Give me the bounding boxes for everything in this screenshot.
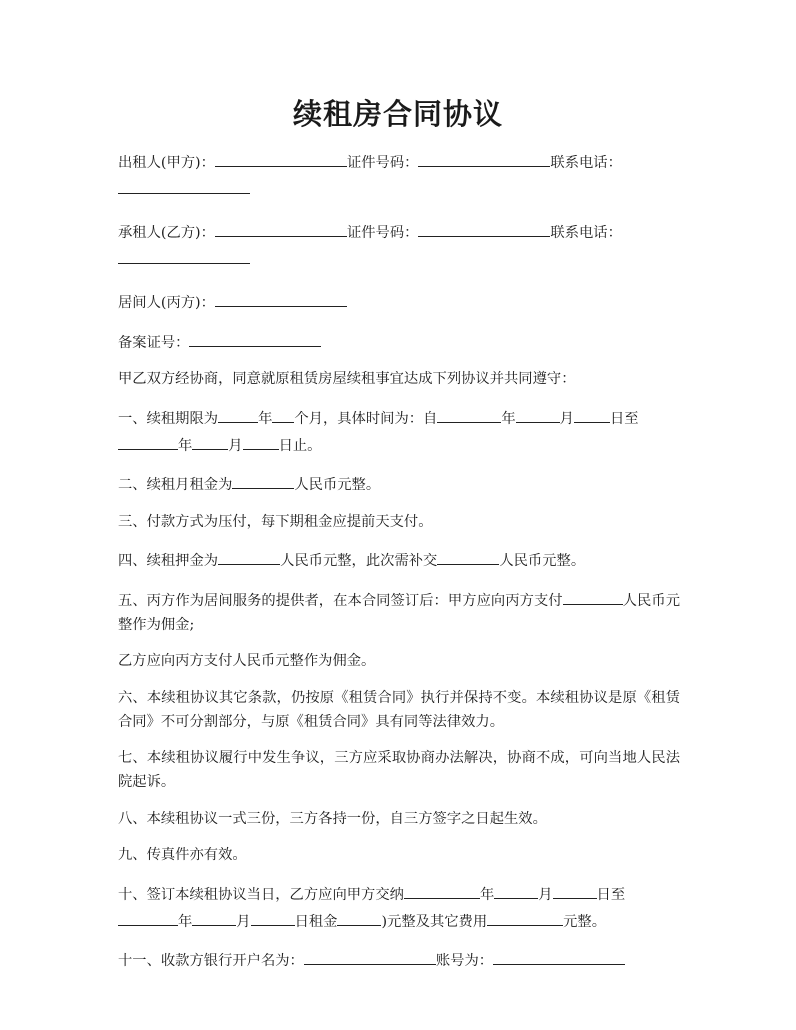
clause-10-text: )元整及其它费用 xyxy=(381,913,488,930)
lessor-name-blank[interactable] xyxy=(215,148,347,167)
clause-1-text: 一、续租期限为 xyxy=(118,410,219,427)
clause-7: 七、本续租协议履行中发生争议，三方应采取协商办法解决，协商不成，可向当地人民法院起诉。 xyxy=(118,750,680,790)
clause-2 xyxy=(118,470,680,497)
clause-1 xyxy=(118,404,680,458)
account-number-blank[interactable] xyxy=(493,946,625,965)
clause-1-text: 年 xyxy=(178,437,193,454)
clause-5-text: 五、丙方作为居间服务的提供者，在本合同签订后：甲方应向丙方支付 xyxy=(118,592,563,609)
commission-blank[interactable] xyxy=(563,586,623,605)
clause-1-text: 月 xyxy=(559,410,574,427)
pay-year-blank[interactable] xyxy=(404,880,480,899)
lessee-phone-blank[interactable] xyxy=(118,245,250,264)
record-number-blank[interactable] xyxy=(189,328,321,347)
clause-1-text: 月 xyxy=(228,437,243,454)
lessor-phone-label: 联系电话： xyxy=(550,155,622,171)
clause-5-text: 人民币元整作为佣金; xyxy=(118,592,681,633)
record-label: 备案证号： xyxy=(118,334,190,351)
end-year-blank[interactable] xyxy=(118,431,178,450)
clause-10-text: 元整。 xyxy=(563,913,607,930)
account-name-blank[interactable] xyxy=(304,946,436,965)
clause-11-text: 十一、收款方银行开户名为： xyxy=(118,953,304,969)
clause-10-text: 年 xyxy=(178,913,193,930)
lessee-line xyxy=(118,218,680,272)
lessor-id-blank[interactable] xyxy=(418,148,550,167)
rent-amount-blank[interactable] xyxy=(337,907,381,926)
clause-1-text: 年 xyxy=(501,410,516,427)
clause-1-text: 个月，具体时间为：自 xyxy=(294,410,438,427)
monthly-rent-blank[interactable] xyxy=(232,470,294,489)
pay-end-month-blank[interactable] xyxy=(192,907,236,926)
agent-name-blank[interactable] xyxy=(215,288,347,307)
clause-2-text: 二、续租月租金为 xyxy=(118,477,233,493)
lessor-phone-blank[interactable] xyxy=(118,175,250,194)
pay-end-day-blank[interactable] xyxy=(251,907,295,926)
clause-5b: 乙方应向丙方支付人民币元整作为佣金。 xyxy=(118,653,376,669)
supplement-blank[interactable] xyxy=(437,546,499,565)
clause-11-text: 账号为： xyxy=(435,953,494,969)
clause-6: 六、本续租协议其它条款，仍按原《租赁合同》执行并保持不变。本续租协议是原《租赁合同》不可分割部分，与原《租赁合同》具有同等法律效力。 xyxy=(118,689,680,730)
clause-10-text: 日至 xyxy=(596,886,626,903)
term-months-blank[interactable] xyxy=(272,404,294,423)
clause-1-text: 年 xyxy=(258,410,273,427)
lessee-id-label: 证件号码： xyxy=(346,225,419,241)
pay-day-blank[interactable] xyxy=(553,880,597,899)
start-year-blank[interactable] xyxy=(437,404,501,423)
agent-label: 居间人(丙方)： xyxy=(118,295,215,311)
clause-3: 三、付款方式为压付，每下期租金应提前天支付。 xyxy=(118,513,433,530)
clause-1-text: 日止。 xyxy=(278,437,322,454)
lessor-id-label: 证件号码： xyxy=(346,155,419,171)
deposit-blank[interactable] xyxy=(218,546,280,565)
pay-month-blank[interactable] xyxy=(494,880,538,899)
clause-8: 八、本续租协议一式三份，三方各持一份，自三方签字之日起生效。 xyxy=(118,810,547,827)
pay-end-year-blank[interactable] xyxy=(118,907,178,926)
term-years-blank[interactable] xyxy=(218,404,258,423)
clause-4-text: 人民币元整。 xyxy=(499,553,586,569)
clause-4-text: 四、续租押金为 xyxy=(118,553,219,569)
agent-line xyxy=(118,288,680,315)
lessee-phone-label: 联系电话： xyxy=(550,225,622,241)
clause-10-text: 年 xyxy=(479,886,495,903)
clause-11 xyxy=(118,946,680,973)
clause-4-text: 人民币元整，此次需补交 xyxy=(280,553,438,569)
end-day-blank[interactable] xyxy=(243,431,279,450)
clause-10-text: 十、签订本续租协议当日，乙方应向甲方交纳 xyxy=(118,886,404,903)
lessee-id-blank[interactable] xyxy=(418,218,550,237)
record-line xyxy=(118,328,680,355)
start-day-blank[interactable] xyxy=(574,404,610,423)
end-month-blank[interactable] xyxy=(192,431,228,450)
clause-4 xyxy=(118,546,680,573)
lessor-label: 出租人(甲方)： xyxy=(118,155,215,171)
clause-9: 九、传真件亦有效。 xyxy=(118,847,247,863)
clause-10-text: 日租金 xyxy=(294,913,338,930)
clause-2-text: 人民币元整。 xyxy=(294,477,381,493)
start-month-blank[interactable] xyxy=(516,404,560,423)
contract-body xyxy=(118,148,680,986)
clause-1-text: 日至 xyxy=(609,410,639,427)
clause-10-text: 月 xyxy=(236,913,251,930)
other-fees-blank[interactable] xyxy=(487,907,563,926)
lessee-name-blank[interactable] xyxy=(215,218,347,237)
clause-10-text: 月 xyxy=(538,886,553,903)
lessor-line xyxy=(118,148,680,202)
lessee-label: 承租人(乙方)： xyxy=(118,225,215,241)
document-title: 续租房合同协议 xyxy=(292,97,503,131)
intro-paragraph: 甲乙双方经协商，同意就原租赁房屋续租事宜达成下列协议并共同遵守： xyxy=(118,371,576,387)
clause-10 xyxy=(118,880,680,934)
clause-5 xyxy=(118,586,680,637)
